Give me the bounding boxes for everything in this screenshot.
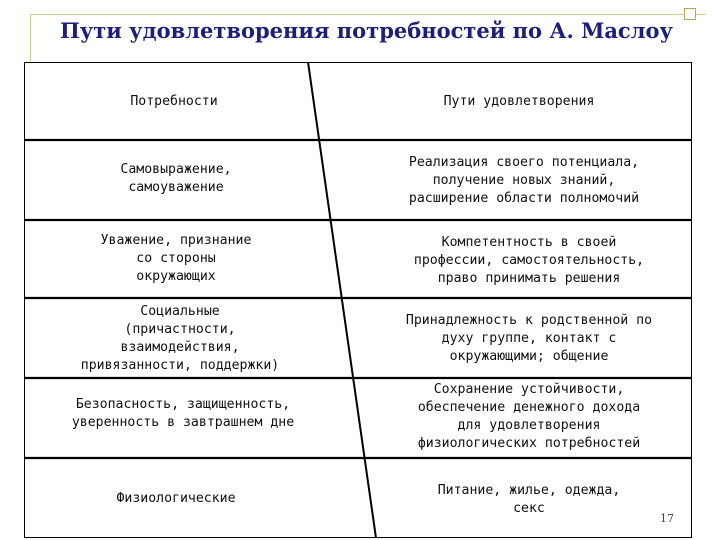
- table-grid: [24, 62, 692, 538]
- need-cell: Физиологические: [116, 491, 236, 506]
- header-ways: Пути удовлетворения: [443, 94, 595, 109]
- way-cell: Сохранение устойчивости, обеспечение денежного дохода для удовлетворения физиологических потребностей: [417, 382, 641, 451]
- header-needs: Потребности: [130, 94, 218, 109]
- title-decor-horizontal-rule: [30, 14, 706, 15]
- need-cell: Безопасность, защищенность, уверенность в завтрашнем дне: [71, 397, 295, 430]
- need-cell: Самовыражение, самоуважение: [120, 162, 232, 195]
- needs-table: [24, 62, 692, 538]
- slide-title: Пути удовлетворения потребностей по А. Маслоу: [60, 18, 673, 43]
- need-cell: Уважение, признание со стороны окружающих: [100, 233, 252, 284]
- slanted-column-divider: [308, 62, 376, 538]
- way-cell: Питание, жилье, одежда, секс: [437, 483, 621, 516]
- way-cell: Компетентность в своей профессии, самостоятельность, право принимать решения: [413, 235, 645, 286]
- way-cell: Реализация своего потенциала, получение новых знаний, расширение области полномочий: [408, 155, 640, 206]
- way-cell: Принадлежность к родственной по духу группе, контакт с окружающими; общение: [405, 313, 653, 364]
- page-number: 17: [660, 512, 674, 525]
- title-decor-square: [684, 8, 696, 20]
- table-border: [24, 62, 692, 538]
- need-cell: Социальные (причастности, взаимодействия, привязанности, поддержки): [80, 304, 280, 373]
- title-decor-vertical-rule: [30, 14, 31, 62]
